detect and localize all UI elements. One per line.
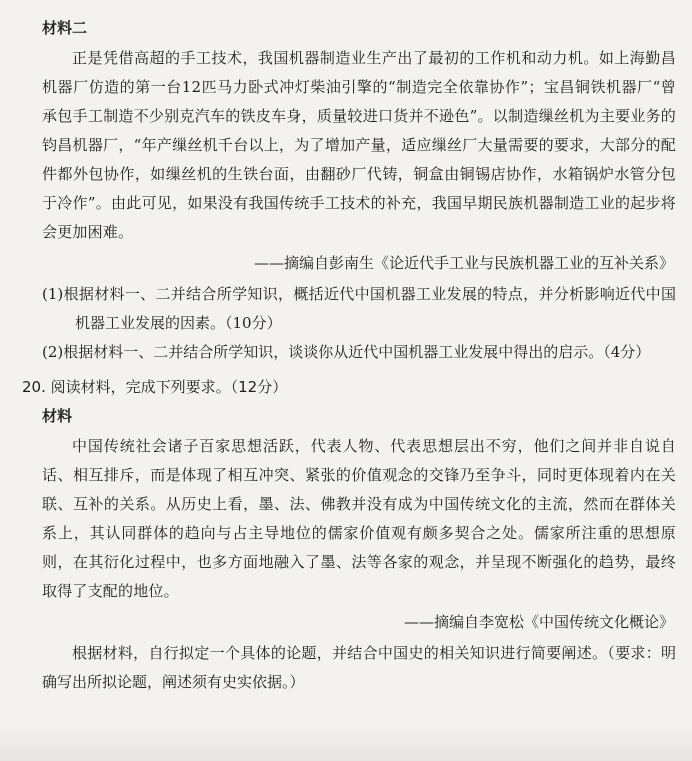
material-2-source: ——摘编自彭南生《论近代手工业与民族机器工业的互补关系》 xyxy=(253,254,674,272)
material-2-paragraph: 正是凭借高超的手工技术，我国机器制造业生产出了最初的工作机和动力机。如上海勤昌机器厂仿造的第一台12匹马力卧式冲灯柴油引擎的“制造完全依靠协作”；宝昌铜铁机器厂“曾承包手工制造不少别克汽车的铁皮车身，质量较进口货并不逊色”。以制造缫丝机为主要业务的钧昌机器厂，“年产缫丝机千台以上，为了增加产量，适应缫丝厂大量需要的要求，大部分的配件都外包协作，如缫丝机的生铁台面，由翻砂厂代铸，铜盒由铜锡店协作，水箱锅炉水管分包于冷作”。由此可见，如果没有我国传统手工技术的补充，我国早期民族机器制造工业的起步将会更加困难。 xyxy=(42,49,676,241)
question-20-title: 20. 阅读材料，完成下列要求。（12分） xyxy=(22,378,288,396)
question-20-material-heading: 材料 xyxy=(42,407,73,425)
question-20-source: ——摘编自李宽松《中国传统文化概论》 xyxy=(403,613,674,631)
material-2-heading: 材料二 xyxy=(42,19,88,37)
question-20-paragraph: 中国传统社会诸子百家思想活跃，代表人物、代表思想层出不穷，他们之间并非自说自话、相互排斥，而是体现了相互冲突、紧张的价值观念的交锋乃至争斗，同时更体现着内在关联、互补的关系。从历史上看，墨、法、佛教并没有成为中国传统文化的主流，然而在群体关系上，其认同群体的趋向与占主导地位的儒家价值观有颇多契合之处。儒家所注重的思想原则，在其衍化过程中，也多方面地融入了墨、法等各家的观念，并呈现不断强化的趋势，最终取得了支配的地位。 xyxy=(42,437,676,600)
question-20-requirement: 根据材料，自行拟定一个具体的论题，并结合中国史的相关知识进行简要阐述。（要求：明确写出所拟论题，阐述须有史实依据。） xyxy=(42,644,676,691)
question-1: (1)根据材料一、二并结合所学知识，概括近代中国机器工业发展的特点，并分析影响近代中国机器工业发展的因素。（10分） xyxy=(42,285,676,332)
page-fold-shadow xyxy=(0,725,692,761)
question-2: (2)根据材料一、二并结合所学知识，谈谈你从近代中国机器工业发展中得出的启示。（4分） xyxy=(42,343,651,361)
